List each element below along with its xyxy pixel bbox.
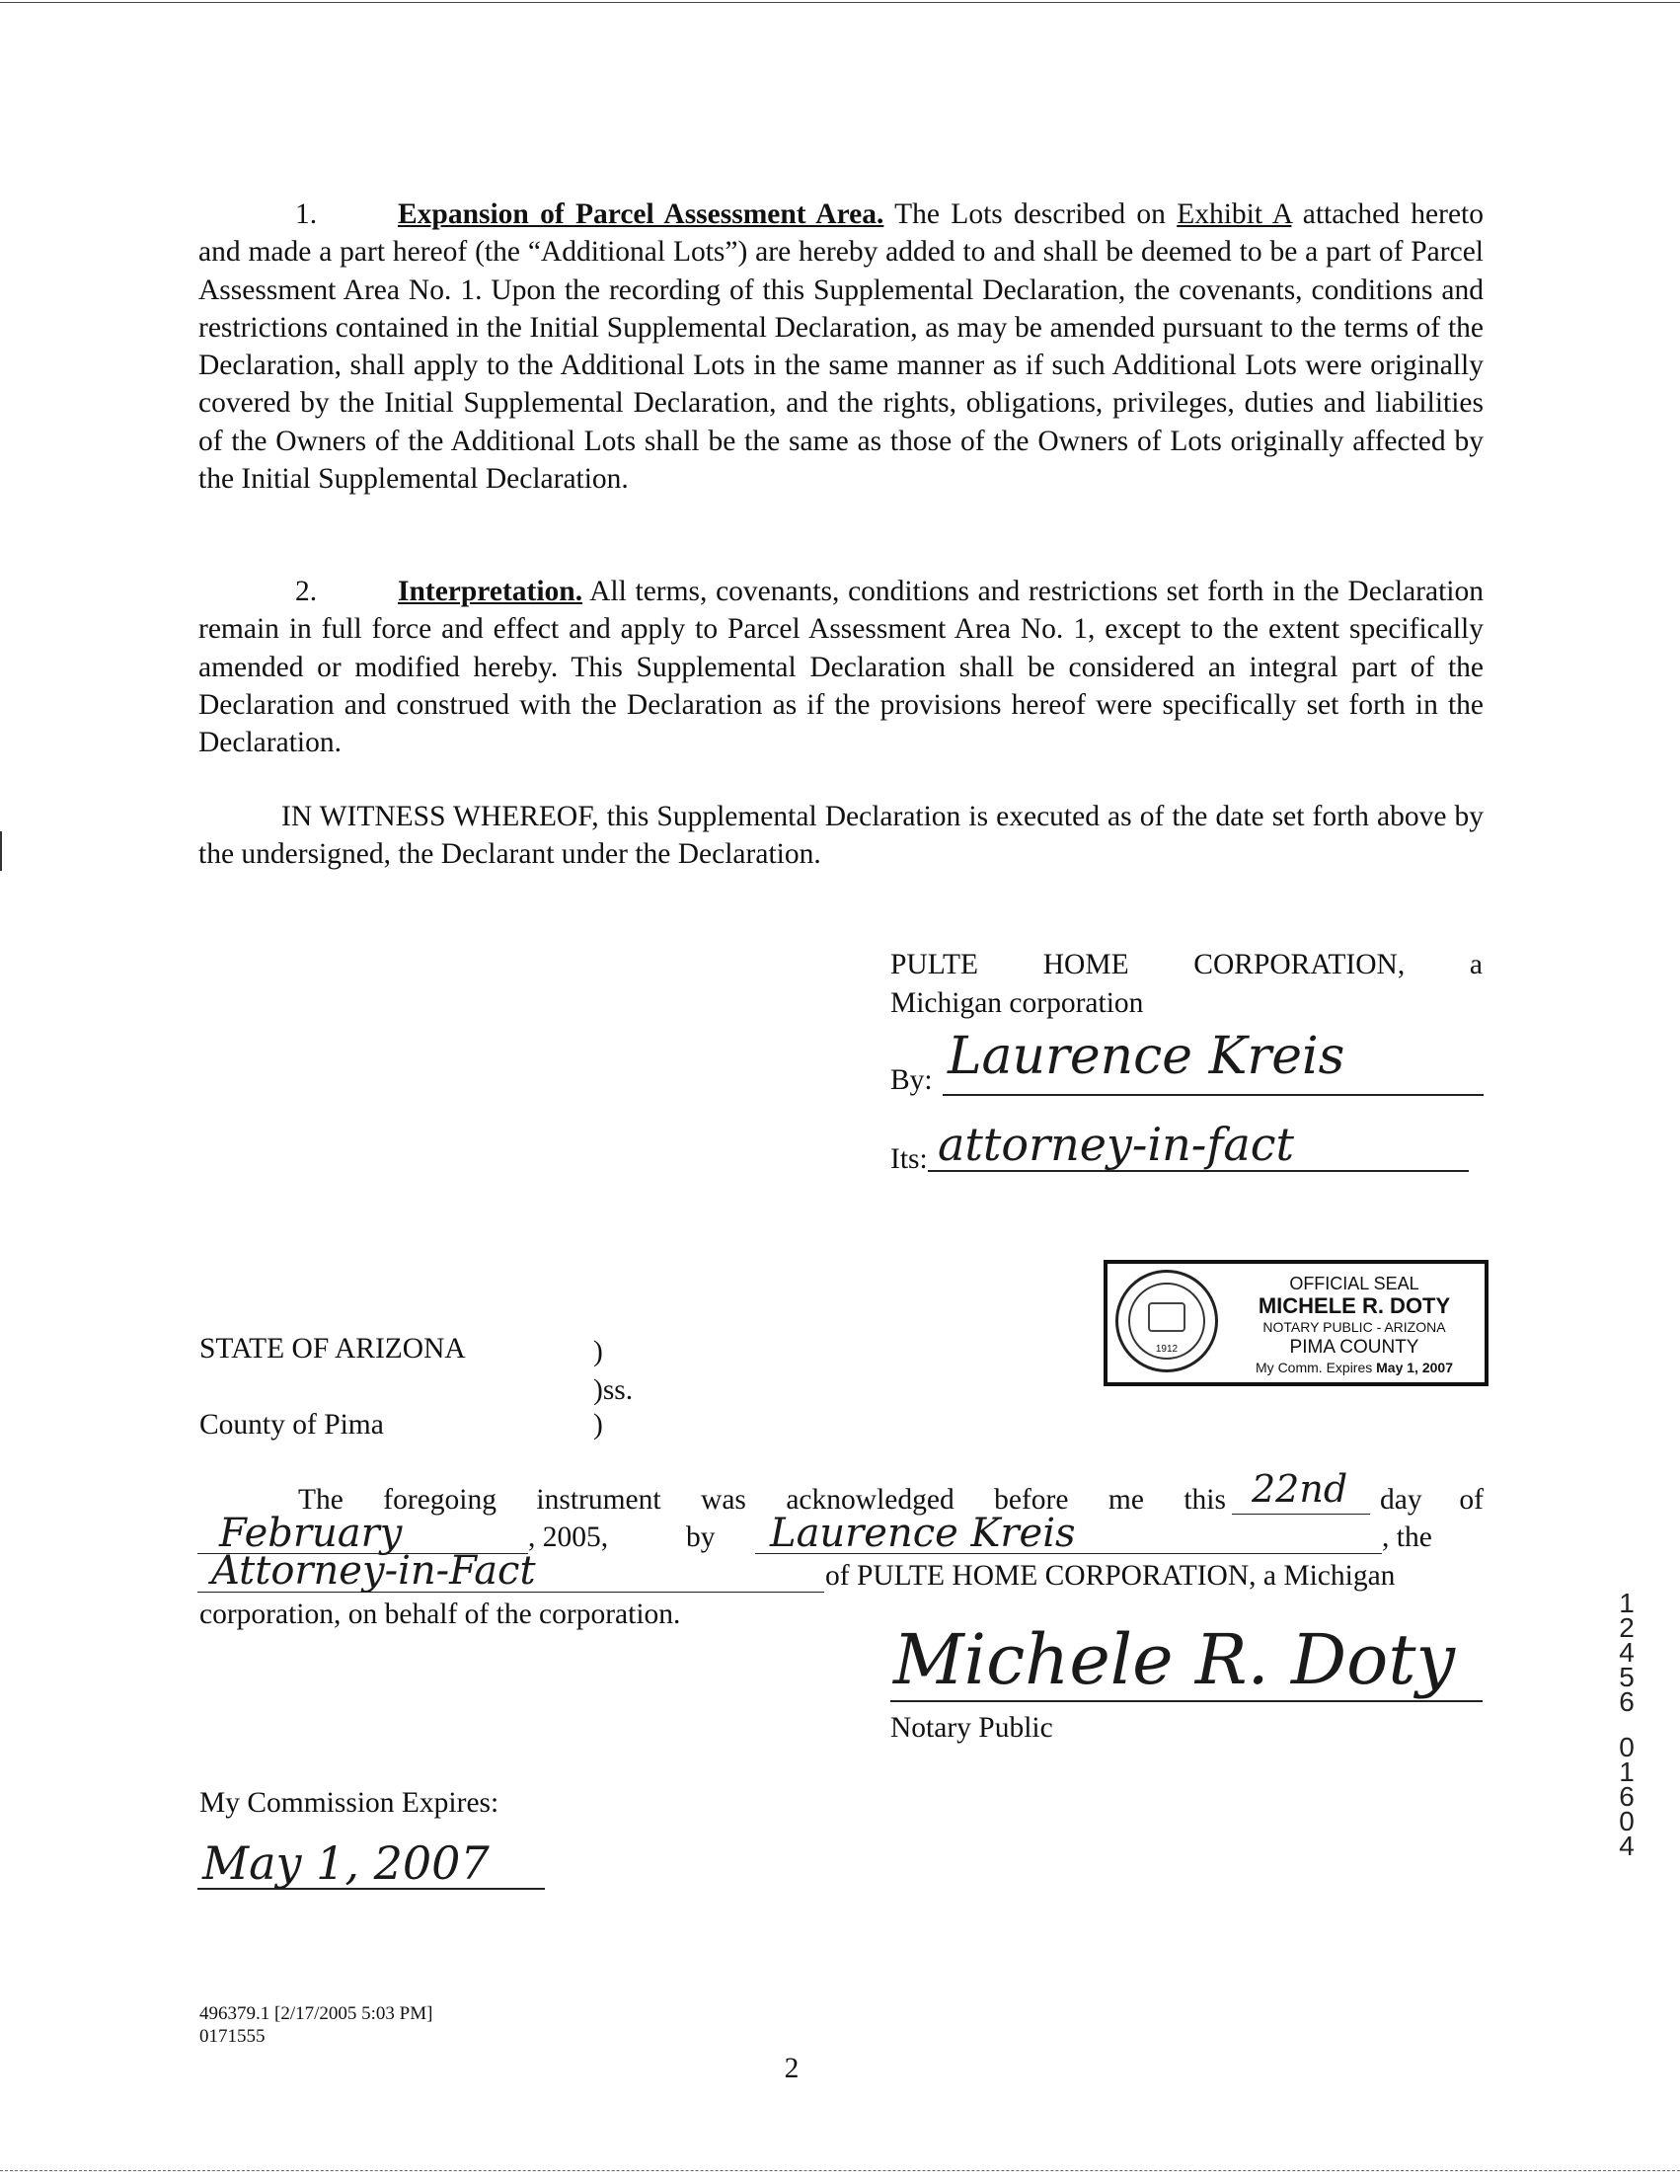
ack-w3: instrument	[536, 1484, 661, 1516]
ack-w2: foregoing	[383, 1484, 496, 1516]
witness-paragraph	[198, 798, 1484, 874]
recording-digit-1: 1	[1619, 1588, 1635, 1618]
recording-digit-9: 0	[1619, 1806, 1635, 1836]
seal-line-2: MICHELE R. DOTY	[1258, 1293, 1451, 1318]
ack-line-1	[298, 1481, 1226, 1519]
company-word-4: a	[1469, 949, 1483, 980]
by-label: By:	[890, 1064, 933, 1096]
day-blank-line	[1232, 1514, 1370, 1515]
section-2-heading: Interpretation.	[398, 576, 583, 607]
footer-doc-ref: 496379.1 [2/17/2005 5:03 PM]	[199, 2003, 433, 2024]
section-2-number: 2.	[295, 576, 318, 607]
seal-line-3: NOTARY PUBLIC - ARIZONA	[1262, 1319, 1446, 1335]
venue-county: County of Pima	[199, 1409, 384, 1441]
venue-paren-2: )	[593, 1409, 603, 1441]
ack-of-corporation: of PULTE HOME CORPORATION, a Michigan	[825, 1560, 1396, 1592]
ack-by: by	[686, 1521, 716, 1553]
month-signature: February	[219, 1511, 403, 1556]
section-1-text-b: attached hereto and made a part hereof (the “Additional Lots”) are hereby added to and shall be deemed to be a part of Parcel Assessment Area No. 1. Upon the recording of this Supplemental Declaration, the covenants, conditions and restrictions contained in the Initial Supplemental Declaration, as may be amended pursuant to the terms of the Declaration, shall apply to the Additional Lots in the same manner as if such Additional Lots were originally covered by the Initial Supplemental Declaration, and the rights, obligations, privileges, duties and liabilities of the Owners of the Additional Lots shall be the same as those of the Owners of Lots originally affected by the Initial Supplemental Declaration.	[198, 198, 1484, 496]
recording-digit-8: 6	[1619, 1781, 1635, 1812]
ack-w4: was	[701, 1484, 746, 1516]
ack-w5: acknowledged	[786, 1484, 955, 1516]
notary-signature: Michele R. Doty	[893, 1619, 1455, 1700]
of-word: of	[1459, 1484, 1484, 1516]
seal-shield-icon	[1148, 1302, 1185, 1332]
seal-line-5a: My Comm. Expires	[1256, 1360, 1377, 1375]
ack-w6: before	[994, 1484, 1069, 1516]
recording-digit-2: 2	[1619, 1612, 1635, 1643]
seal-line-4: PIMA COUNTY	[1289, 1337, 1419, 1358]
seal-line-1: OFFICIAL SEAL	[1289, 1274, 1419, 1293]
company-word-1: PULTE	[890, 949, 979, 980]
commission-date-signature: May 1, 2007	[202, 1836, 490, 1890]
arizona-seal-emblem	[1115, 1270, 1218, 1372]
section-1-heading: Expansion of Parcel Assessment Area.	[398, 198, 884, 230]
ack-w8: this	[1184, 1484, 1226, 1516]
day-word: day	[1380, 1484, 1422, 1516]
bottom-edge-line	[0, 2170, 1680, 2171]
recording-digit-6: 0	[1619, 1732, 1635, 1762]
company-word-3: CORPORATION,	[1193, 949, 1406, 980]
seal-year: 1912	[1155, 1344, 1179, 1355]
notary-signature-line	[890, 1700, 1483, 1702]
recording-digit-7: 1	[1619, 1756, 1635, 1787]
ack-w7: me	[1107, 1484, 1144, 1516]
title-signature: Attorney-in-Fact	[211, 1548, 536, 1594]
by-signature-line	[943, 1094, 1484, 1096]
recording-digit-4: 5	[1619, 1662, 1635, 1692]
page-number: 2	[784, 2053, 800, 2084]
its-signature: attorney-in-fact	[938, 1118, 1295, 1171]
section-1-paragraph	[198, 195, 1484, 498]
section-2-paragraph	[198, 573, 1484, 761]
footer-doc-num: 0171555	[199, 2026, 266, 2047]
its-label: Its:	[890, 1143, 928, 1175]
company-word-2: HOME	[1042, 949, 1129, 980]
section-1-text-a: The Lots described on	[883, 198, 1178, 230]
recording-digit-5: 6	[1619, 1686, 1635, 1717]
recording-digit-3: 4	[1619, 1637, 1635, 1668]
venue-paren-1: )	[593, 1336, 603, 1367]
day-of-text	[1380, 1481, 1484, 1519]
notary-seal-stamp	[1104, 1260, 1489, 1386]
ack-w1: The	[298, 1484, 344, 1516]
witness-text: IN WITNESS WHEREOF, this Supplemental Declaration is executed as of the date set forth above by the undersigned, the Declarant under the Declaration.	[198, 801, 1484, 871]
left-edge-mark	[0, 831, 5, 871]
day-signature: 22nd	[1252, 1467, 1348, 1511]
venue-ss: )ss.	[593, 1374, 634, 1406]
seal-line-5	[1231, 1360, 1478, 1375]
ack-on-behalf: corporation, on behalf of the corporation.	[199, 1599, 681, 1630]
company-state-line: Michigan corporation	[890, 987, 1144, 1019]
ack-comma-the: , the	[1382, 1521, 1432, 1553]
top-edge-line	[0, 2, 1680, 3]
company-name-line	[890, 946, 1483, 983]
ack-year: , 2005,	[528, 1521, 609, 1553]
exhibit-a-reference: Exhibit A	[1177, 198, 1292, 230]
section-1-number: 1.	[295, 198, 318, 230]
name-signature: Laurence Kreis	[770, 1511, 1076, 1556]
recording-digit-10: 4	[1619, 1831, 1635, 1861]
by-signature: Laurence Kreis	[948, 1027, 1345, 1086]
seal-line-5b: May 1, 2007	[1376, 1360, 1453, 1375]
commission-label: My Commission Expires:	[199, 1787, 499, 1819]
venue-state: STATE OF ARIZONA	[199, 1333, 466, 1365]
notary-public-label: Notary Public	[890, 1712, 1053, 1744]
section-2-text: All terms, covenants, conditions and restrictions set forth in the Declaration remain in full force and effect and apply to Parcel Assessment Area No. 1, except to the extent specifically amended or modified hereby. This Supplemental Declaration shall be considered an integral part of the Declaration and construed with the Declaration as if the provisions hereof were specifically set forth in the Declaration.	[198, 576, 1484, 759]
